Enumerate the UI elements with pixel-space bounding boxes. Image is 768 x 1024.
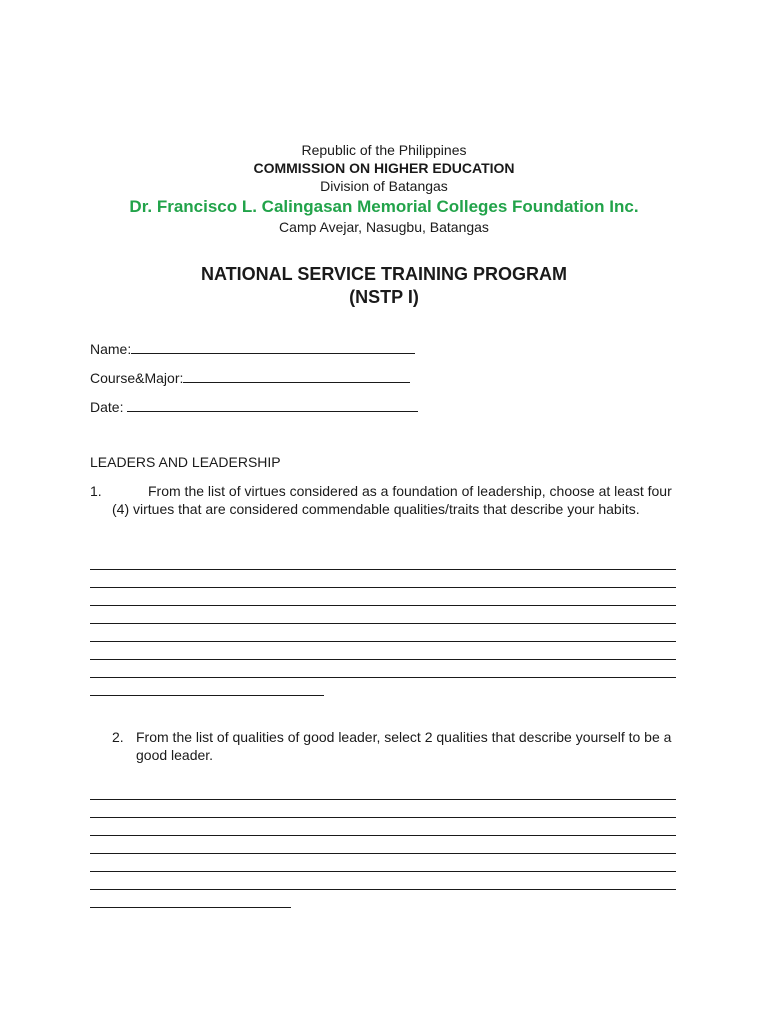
student-info-fields <box>90 339 418 426</box>
document-header <box>0 141 768 236</box>
name-input-line[interactable] <box>131 339 415 354</box>
answer-line[interactable] <box>90 800 676 818</box>
answer-line[interactable] <box>90 624 676 642</box>
program-subtitle: (NSTP I) <box>349 287 419 307</box>
answer-line[interactable] <box>90 552 676 570</box>
name-label: Name: <box>90 341 132 357</box>
college-address: Camp Avejar, Nasugbu, Batangas <box>279 219 489 235</box>
answer-line[interactable] <box>90 818 676 836</box>
date-label: Date: <box>90 399 128 415</box>
answer-line[interactable] <box>90 872 676 890</box>
college-name: Dr. Francisco L. Calingasan Memorial Colleges Foundation Inc. <box>129 197 639 216</box>
answer-line[interactable] <box>90 782 676 800</box>
division-line: Division of Batangas <box>320 178 448 194</box>
answer-line[interactable] <box>90 678 324 696</box>
question-1-text: From the list of virtues considered as a foundation of leadership, choose at least four (4) virtues that are considered commendable qualities/traits that describe your habits. <box>112 483 672 517</box>
course-major-label: Course&Major: <box>90 370 184 386</box>
answer-line[interactable] <box>90 588 676 606</box>
program-title: NATIONAL SERVICE TRAINING PROGRAM <box>200 264 568 284</box>
date-field <box>90 397 418 426</box>
question-1-answer-lines[interactable] <box>90 552 676 696</box>
answer-line[interactable] <box>90 570 676 588</box>
answer-line[interactable] <box>90 606 676 624</box>
course-major-field <box>90 368 418 397</box>
answer-line[interactable] <box>90 890 291 908</box>
question-2-text: From the list of qualities of good leader, select 2 qualities that describe yourself to be a good leader. <box>136 729 672 763</box>
date-input-line[interactable] <box>127 397 418 412</box>
program-heading <box>0 263 768 309</box>
question-2 <box>112 728 672 764</box>
name-field <box>90 339 418 368</box>
course-major-input-line[interactable] <box>183 368 410 383</box>
answer-line[interactable] <box>90 854 676 872</box>
question-1-number: 1. <box>90 483 102 499</box>
question-1 <box>90 482 680 518</box>
commission-line: COMMISSION ON HIGHER EDUCATION <box>253 160 515 176</box>
question-2-answer-lines[interactable] <box>90 782 676 908</box>
question-2-number: 2. <box>112 729 124 745</box>
answer-line[interactable] <box>90 660 676 678</box>
answer-line[interactable] <box>90 642 676 660</box>
section-title: LEADERS AND LEADERSHIP <box>90 454 281 470</box>
republic-line: Republic of the Philippines <box>301 142 467 158</box>
answer-line[interactable] <box>90 836 676 854</box>
